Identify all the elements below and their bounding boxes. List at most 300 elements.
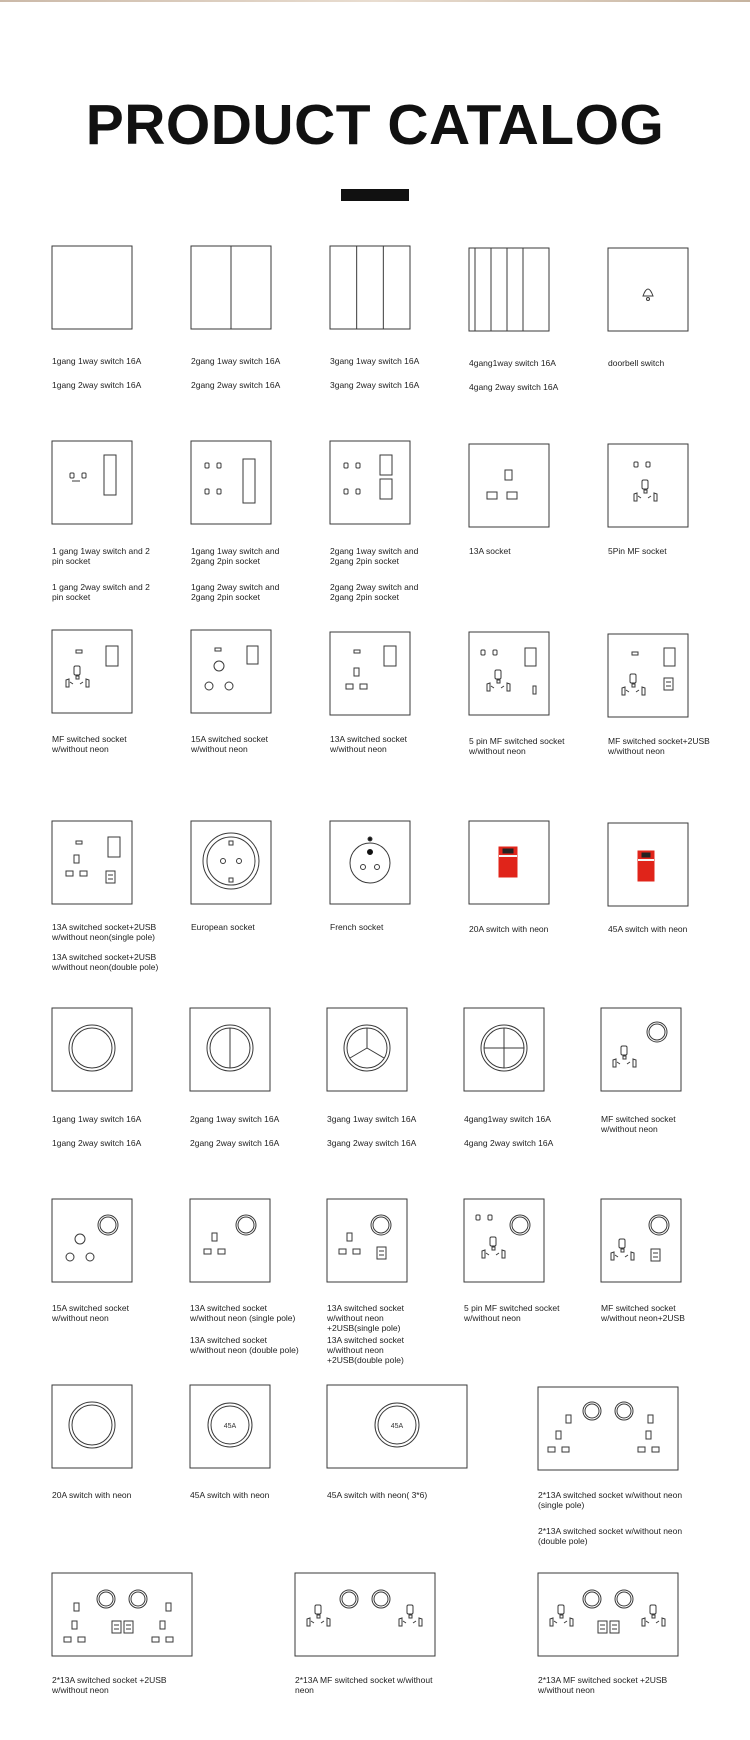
pin-mark [413,1621,416,1623]
usb-port [664,678,673,690]
neon-indicator [215,648,221,651]
earth-pin-tail [621,1249,624,1252]
product-caption: 2gang 1way switch 16A [190,1114,280,1124]
product-caption: 5 pin MF switched socket w/without neon [464,1303,560,1323]
plate [601,1199,681,1282]
neon-indicator [566,1415,571,1423]
usb-port [124,1621,133,1633]
pin-mark [638,496,641,498]
earth-pin [407,1605,413,1614]
pin-mark [491,686,494,688]
product-caption: 2*13A switched socket +2USB w/without neon [52,1675,167,1695]
bell-shape [643,289,653,296]
earth-pin-tail [317,1615,320,1618]
usb-port [106,871,115,883]
round-button-inner [342,1592,356,1606]
pin-slot [419,1618,422,1626]
plate [538,1387,678,1470]
pin-slot [493,650,497,655]
plate [327,1199,407,1282]
pin-mark [656,1621,659,1623]
neutral-slot [218,1249,225,1254]
round-button-inner [512,1217,528,1233]
round-button-inner [649,1024,665,1040]
pin-slot [507,683,510,691]
product-caption: MF switched socket w/without neon [52,734,127,754]
round-button [615,1402,633,1420]
pin-hole [205,682,213,690]
earth-slot [646,1431,651,1439]
round-13a-switched-socket-icon [190,1199,270,1282]
earth-clip [229,878,233,882]
earth-pin-tail [560,1615,563,1618]
product-caption: MF switched socket w/without neon+2USB [601,1303,685,1323]
live-slot [548,1447,555,1452]
round-2gang-switch-icon [190,1008,270,1091]
usb-port [598,1621,607,1633]
round-button [583,1590,601,1608]
earth-slot [347,1233,352,1241]
round-1gang-switch-icon [52,1008,132,1091]
plate [295,1573,435,1656]
pin-mark [403,1621,406,1623]
product-caption: 5 pin MF switched socket w/without neon [469,736,565,756]
earth-pin-tail [623,1056,626,1059]
earth-pin [558,1605,564,1614]
round-button [340,1590,358,1608]
round-button [372,1590,390,1608]
pin-slot [82,473,86,478]
earth-pin [315,1605,321,1614]
neon-indicator [76,650,82,653]
divider-line [350,1048,367,1058]
pin-mark [648,496,651,498]
live-slot [152,1637,159,1642]
round-button-inner [72,1028,112,1068]
3gang-switch-icon [330,246,410,329]
pin-slot [344,489,348,494]
plate [464,1199,544,1282]
round-button-inner [585,1404,599,1418]
round-button [583,1402,601,1420]
round-button [97,1590,115,1608]
rocker-highlight [499,855,517,857]
live-slot [638,1447,645,1452]
pin-mark [311,1621,314,1623]
neutral-slot [353,1249,360,1254]
live-slot [339,1249,346,1254]
pin-slot [654,493,657,501]
plate [330,821,410,904]
round-button-inner [238,1217,254,1233]
pin-slot [487,683,490,691]
round-20a-switch-neon-icon [52,1385,132,1468]
top-divider-line [0,0,750,2]
product-caption: 2gang 2way switch 16A [191,380,281,390]
earth-pin-tail [76,676,79,679]
page-title: PRODUCT CATALOG [85,93,665,157]
pin-mark [626,690,629,692]
neon-indicator [76,841,82,844]
pin-hole [221,859,226,864]
earth-pin-tail [652,1615,655,1618]
earth-pin-tail [497,680,500,683]
usb-port [112,1621,121,1633]
neon-indicator [74,1603,79,1611]
pin-slot [205,463,209,468]
rocker-button [243,459,255,503]
round-button [371,1215,391,1235]
product-caption: 1gang 1way switch and 2gang 2pin socket [191,546,280,566]
live-slot [204,1249,211,1254]
usb-port [377,1247,386,1259]
earth-pin [368,850,373,855]
plate [191,441,271,524]
rocker-button [525,648,536,666]
product-caption: 2gang 1way switch and 2gang 2pin socket [330,546,419,566]
earth-pin-tail [644,490,647,493]
pin-mark [625,1255,628,1257]
5pin-mf-socket-icon [608,444,688,527]
french-socket-icon [330,821,410,904]
product-caption: 20A switch with neon [469,924,549,934]
pin-slot [631,1252,634,1260]
product-caption: 2gang 2way switch 16A [190,1138,280,1148]
product-caption: 5Pin MF socket [608,546,667,556]
round-3gang-switch-icon [327,1008,407,1091]
product-caption: 2*13A MF switched socket +2USB w/without neon [538,1675,668,1695]
title-underline [341,189,409,201]
product-caption: 3gang 1way switch 16A [327,1114,417,1124]
earth-slot [556,1431,561,1439]
product-caption: 3gang 2way switch 16A [330,380,420,390]
pin-mark [554,1621,557,1623]
plate [52,821,132,904]
product-caption: 20A switch with neon [52,1490,132,1500]
plate [469,248,549,331]
earth-pin [621,1046,627,1055]
pin-slot [633,1059,636,1067]
neutral-slot [78,1637,85,1642]
pin-slot [482,1250,485,1258]
plate [52,1199,132,1282]
pin-mark [486,1253,489,1255]
pin-slot [611,1252,614,1260]
pin-hole [375,865,380,870]
pin-mark [617,1062,620,1064]
neon-indicator [648,1415,653,1423]
product-caption: French socket [330,922,384,932]
product-caption: 3gang 1way switch 16A [330,356,420,366]
live-slot [487,492,497,499]
rocker-button [380,479,392,499]
earth-pin [619,1239,625,1248]
pin-slot [356,489,360,494]
round-button-inner [373,1217,389,1233]
divider-line [367,1048,384,1058]
pin-slot [217,489,221,494]
pin-mark [80,682,83,684]
product-caption: MF switched socket+2USB w/without neon [608,736,710,756]
amp-label: 45A [223,1423,237,1430]
product-caption: 45A switch with neon [608,924,688,934]
neon-indicator [533,686,536,694]
product-caption: 2*13A switched socket w/without neon (single pole) [538,1490,683,1510]
plate [52,1573,192,1656]
pin-slot [634,493,637,501]
neutral-slot [80,871,87,876]
product-caption: 2*13A switched socket w/without neon (double pole) [538,1526,683,1546]
pin-mark [627,1062,630,1064]
product-caption: 13A switched socket+2USB w/without neon(double pole) [52,952,159,972]
20a-switch-neon-icon [469,821,549,904]
rocker-button [108,837,120,857]
pin-hole [237,859,242,864]
plate [52,630,132,713]
pin-slot [205,489,209,494]
neutral-slot [562,1447,569,1452]
pin-hole [66,1253,74,1261]
plate [52,246,132,329]
pin-mark [564,1621,567,1623]
neutral-slot [652,1447,659,1452]
5pin-mf-switched-socket-icon [469,632,549,715]
plate [52,1008,132,1091]
round-button [510,1215,530,1235]
round-button [98,1215,118,1235]
product-caption: MF switched socket w/without neon [601,1114,676,1134]
pin-slot [488,1215,492,1220]
plate [330,441,410,524]
round-button-inner [617,1592,631,1606]
rocker-button [664,648,675,666]
plate [469,632,549,715]
pin-hole [361,865,366,870]
neon-indicator [632,652,638,655]
product-caption: doorbell switch [608,358,665,368]
plate [608,634,688,717]
pin-hole [225,682,233,690]
plate [52,441,132,524]
product-caption: 3gang 2way switch 16A [327,1138,417,1148]
product-caption: 1 gang 2way switch and 2 pin socket [52,582,150,602]
plate [327,1008,407,1091]
earth-pin [74,666,80,675]
earth-slot [212,1233,217,1241]
product-caption: 2gang 1way switch 16A [191,356,281,366]
live-slot [64,1637,71,1642]
doorbell-switch-icon [608,248,688,331]
pin-slot [642,687,645,695]
pin-slot [662,1618,665,1626]
plate [330,246,410,329]
pin-slot [550,1618,553,1626]
round-45a-switch-neon-icon [190,1385,270,1468]
round-button [647,1022,667,1042]
pin-slot [86,679,89,687]
product-caption: 13A switched socket w/without neon [330,734,408,754]
plate [191,630,271,713]
pin-slot [476,1215,480,1220]
pin-slot [70,473,74,478]
earth-pin-tail [632,684,635,687]
usb-port [651,1249,660,1261]
pin-slot [502,1250,505,1258]
round-button-inner [374,1592,388,1606]
neon-indicator [354,650,360,653]
round-button [129,1590,147,1608]
round-15a-switched-socket-icon [52,1199,132,1282]
product-caption: 13A switched socket w/without neon +2USB(double pole) [327,1335,405,1365]
product-caption: 13A switched socket w/without neon (double pole) [190,1335,299,1355]
product-caption: 1gang 2way switch 16A [52,380,142,390]
plate [52,1385,132,1468]
pin-slot [344,463,348,468]
round-mf-switched-socket-usb-icon [601,1199,681,1282]
pin-mark [615,1255,618,1257]
neon-window [642,853,650,857]
pin-slot [481,650,485,655]
rocker-button [247,646,258,664]
european-socket-icon [191,821,271,904]
pin-mark [321,1621,324,1623]
live-slot [346,684,353,689]
product-caption: 4gang 2way switch 16A [469,382,559,392]
round-button-inner [131,1592,145,1606]
plate [601,1008,681,1091]
pin-slot [613,1059,616,1067]
live-slot [66,871,73,876]
round-button-inner [100,1217,116,1233]
double-13a-switched-socket-usb-icon [52,1573,192,1656]
product-caption: 4gang1way switch 16A [464,1114,551,1124]
pin-mark [496,1253,499,1255]
plate [330,632,410,715]
product-caption: 13A switched socket w/without neon +2USB(single pole) [327,1303,405,1333]
earth-pin [650,1605,656,1614]
round-button-inner [99,1592,113,1606]
plate [538,1573,678,1656]
earth-pin-tail [409,1615,412,1618]
product-caption: 13A socket [469,546,511,556]
15a-switched-socket-icon [191,630,271,713]
product-caption: European socket [191,922,255,932]
earth-pin [495,670,501,679]
pin-slot [570,1618,573,1626]
pin-slot [356,463,360,468]
earth-pin [642,480,648,489]
13a-socket-icon [469,444,549,527]
pin-slot [634,462,638,467]
product-caption: 13A switched socket+2USB w/without neon(single pole) [52,922,157,942]
45a-switch-neon-icon [608,823,688,906]
round-button [236,1215,256,1235]
earth-pin [490,1237,496,1246]
plate [190,1199,270,1282]
neutral-slot [507,492,517,499]
product-caption: 1gang 2way switch 16A [52,1138,142,1148]
pin-hole [86,1253,94,1261]
round-button [615,1590,633,1608]
product-caption: 15A switched socket w/without neon [52,1303,130,1323]
pin-slot [66,679,69,687]
pin-mark [636,690,639,692]
double-13a-switched-socket-icon [538,1387,678,1470]
earth-slot [72,1621,77,1629]
pin-slot [307,1618,310,1626]
neon-dot [368,837,372,841]
earth-pin [630,674,636,683]
round-button [69,1402,115,1448]
pin-slot [327,1618,330,1626]
plate [469,444,549,527]
amp-label: 45A [390,1423,404,1430]
earth-slot [74,855,79,863]
product-caption: 2gang 2way switch and 2gang 2pin socket [330,582,419,602]
neon-window [503,849,513,853]
product-caption: 45A switch with neon [190,1490,270,1500]
double-mf-switched-socket-usb-icon [538,1573,678,1656]
pin-mark [501,686,504,688]
earth-clip [229,841,233,845]
product-caption: 2*13A MF switched socket w/without neon [295,1675,433,1695]
neutral-slot [166,1637,173,1642]
pin-mark [646,1621,649,1623]
round-button-inner [651,1217,667,1233]
product-caption: 13A switched socket w/without neon (single pole) [190,1303,296,1323]
bell-clapper [647,298,650,301]
earth-slot [354,668,359,676]
usb-port [610,1621,619,1633]
round-13a-switched-socket-usb-icon [327,1199,407,1282]
double-mf-switched-socket-icon [295,1573,435,1656]
product-caption: 15A switched socket w/without neon [191,734,269,754]
product-caption: 1gang 1way switch 16A [52,356,142,366]
rocker-button [380,455,392,475]
product-caption: 4gang 2way switch 16A [464,1138,554,1148]
earth-slot [505,470,512,480]
round-4gang-switch-icon [464,1008,544,1091]
4gang-switch-icon [469,248,549,331]
product-caption: 1 gang 1way switch and 2 pin socket [52,546,150,566]
13a-switched-socket-icon [330,632,410,715]
pin-slot [646,462,650,467]
round-button-inner [585,1592,599,1606]
round-button [649,1215,669,1235]
product-caption: 4gang1way switch 16A [469,358,556,368]
switch-2pin-socket-icon [52,441,132,524]
pin-slot [217,463,221,468]
mf-switched-socket-icon [52,630,132,713]
round-button-inner [72,1405,112,1445]
pin-slot [642,1618,645,1626]
rocker-button [384,646,396,666]
2gang-switch-2pin-socket-icon [330,441,410,524]
1gang-switch-icon [52,246,132,329]
rocker-button [104,455,116,495]
earth-hole [75,1234,85,1244]
round-5pin-mf-switched-socket-icon [464,1199,544,1282]
product-caption: 45A switch with neon( 3*6) [327,1490,428,1500]
round-mf-switched-socket-icon [601,1008,681,1091]
neutral-slot [360,684,367,689]
switch-2gang-2pin-socket-icon [191,441,271,524]
rocker-highlight [638,859,654,861]
pin-slot [622,687,625,695]
round-button-inner [617,1404,631,1418]
mf-switched-socket-usb-icon [608,634,688,717]
product-caption: 1gang 2way switch and 2gang 2pin socket [191,582,280,602]
